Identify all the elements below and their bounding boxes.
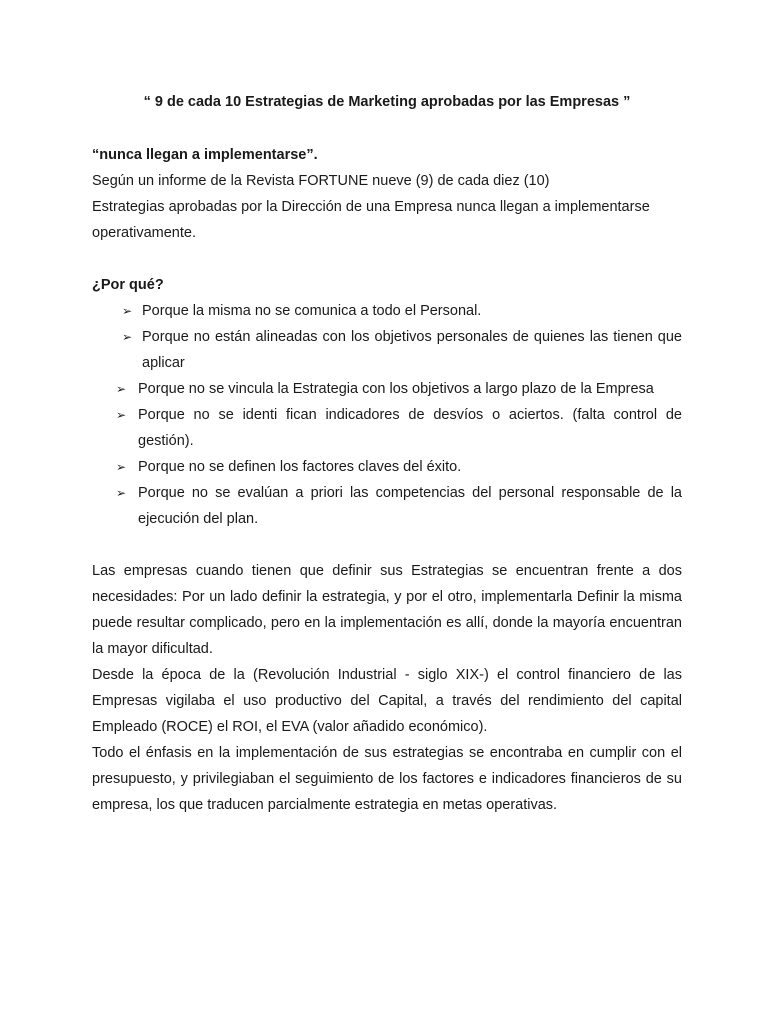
arrowhead-bullet-icon: ➢ <box>116 382 127 396</box>
reason-text: Porque la misma no se comunica a todo el Personal. <box>142 303 482 319</box>
document-body <box>92 142 682 818</box>
arrowhead-bullet-icon: ➢ <box>122 330 133 344</box>
reason-text: Porque no se identi fican indicadores de desvíos o aciertos. (falta control de gestión). <box>138 407 682 449</box>
list-item <box>92 454 682 480</box>
why-heading: ¿Por qué? <box>92 277 164 293</box>
list-item <box>92 480 682 532</box>
reason-text: Porque no se vincula la Estrategia con los objetivos a largo plazo de la Empresa <box>138 381 654 397</box>
list-item <box>92 324 682 376</box>
reason-text: Porque no se evalúan a priori las competencias del personal responsable de la ejecución del plan. <box>138 485 682 527</box>
arrowhead-bullet-icon: ➢ <box>122 304 133 318</box>
reason-text: Porque no están alineadas con los objetivos personales de quienes las tienen que aplicar <box>142 329 682 371</box>
intro-line-1: Según un informe de la Revista FORTUNE nueve (9) de cada diez (10) <box>92 173 550 189</box>
list-item <box>92 298 682 324</box>
document-title: “ 9 de cada 10 Estrategias de Marketing aprobadas por las Empresas ” <box>143 94 631 110</box>
arrowhead-bullet-icon: ➢ <box>116 486 127 500</box>
intro-line-2: Estrategias aprobadas por la Dirección de una Empresa nunca llegan a implementarse operativamente. <box>92 199 650 241</box>
reasons-list <box>92 298 682 532</box>
arrowhead-bullet-icon: ➢ <box>116 408 127 422</box>
list-item <box>92 402 682 454</box>
spacer <box>92 532 682 558</box>
paragraph: Las empresas cuando tienen que definir sus Estrategias se encuentran frente a dos necesidades: Por un lado definir la estrategia, y por el otro, implementarla Definir la misma puede resultar complicado, pero en la implementación es allí, donde la mayoría encuentran la mayor dificultad. <box>92 563 682 657</box>
reason-text: Porque no se definen los factores claves del éxito. <box>138 459 462 475</box>
paragraph: Desde la época de la (Revolución Industrial - siglo XIX-) el control financiero de las Empresas vigilaba el uso productivo del Capital, a través del rendimiento del capital Empleado (ROCE) el ROI, el EVA (valor añadido económico). <box>92 667 682 735</box>
spacer <box>92 246 682 272</box>
paragraph: Todo el énfasis en la implementación de sus estrategias se encontraba en cumplir con el presupuesto, y privilegiaban el seguimiento de los factores e indicadores financieros de su empresa, los que traducen parcialmente estrategia en metas operativas. <box>92 745 682 813</box>
list-item <box>92 376 682 402</box>
arrowhead-bullet-icon: ➢ <box>116 460 127 474</box>
document-subtitle: “nunca llegan a implementarse”. <box>92 147 318 163</box>
